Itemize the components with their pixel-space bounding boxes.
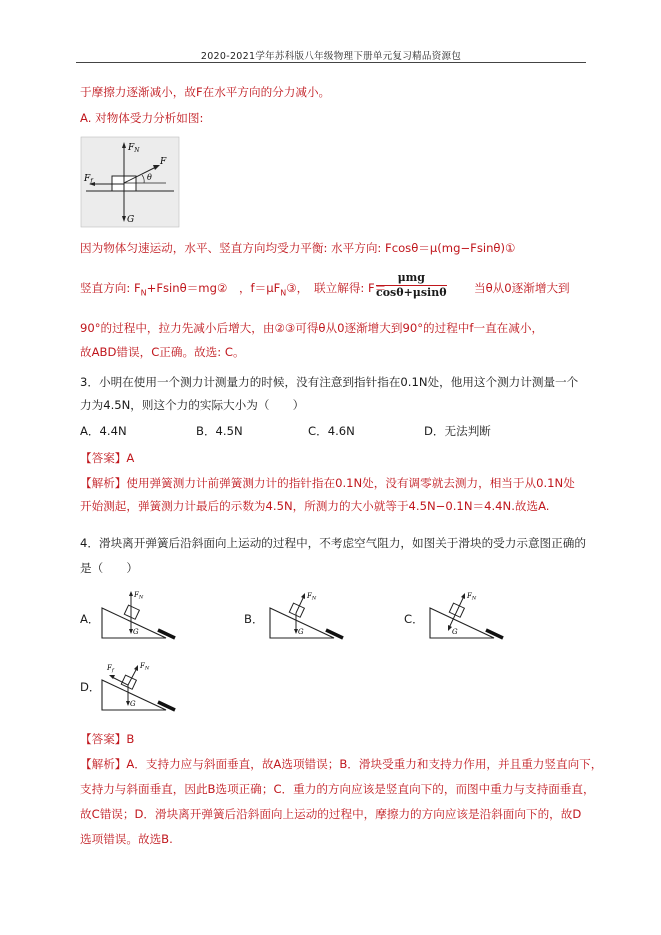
q4-stem-1: 4．滑块离开弹簧后沿斜面向上运动的过程中，不考虑空气阻力，如图关于滑块的受力示意图正确的 (80, 536, 586, 550)
solution-fraction: μmg cosθ+μsinθ (376, 271, 447, 299)
prev-line-5: 90°的过程中，拉力先减小后增大，由②③可得θ从0逐渐增大到90°的过程中f一直在减小， (80, 321, 544, 335)
q4-figure-b (266, 588, 350, 640)
svg-text:FN: $F_N$ (140, 662, 150, 672)
svg-text:G: G (133, 628, 139, 636)
q4-option-d: D． (80, 680, 101, 694)
q4-analysis-2: 支持力与斜面垂直，因此B选项正确；C．重力的方向应该是竖直向下的，而图中重力与支持面垂直， (80, 782, 595, 796)
force-analysis-figure (80, 136, 180, 228)
fig-fn-label: $F_N$ (128, 143, 140, 154)
q3-option-c: C．4.6N (308, 424, 355, 438)
q3-answer: 【答案】A (80, 451, 135, 465)
header-rule (76, 62, 586, 63)
q4-figure-c (426, 588, 510, 640)
fig-ff-label: $F_f$ (84, 174, 93, 185)
svg-text:G: G (452, 628, 458, 636)
q3-stem-1: 3．小明在使用一个测力计测量力的时候，没有注意到指针指在0.1N处，他用这个测力计测量一个 (80, 375, 579, 389)
svg-text:FN: $F_N$ (307, 592, 317, 602)
prev-line-6: 故ABD错误，C正确。故选: C。 (80, 345, 245, 359)
prev-line-1: 于摩擦力逐渐减小，故F在水平方向的分力减小。 (80, 85, 331, 99)
q4-stem-2: 是（ ） (80, 561, 138, 575)
svg-text:G: G (298, 628, 304, 636)
q3-option-b: B．4.5N (196, 424, 243, 438)
prev-line-2: A. 对物体受力分析如图: (80, 111, 204, 125)
q4-analysis-3: 故C错误；D．滑块离开弹簧后沿斜面向上运动的过程中，摩擦力的方向应该是沿斜面向下的，故D (80, 807, 582, 821)
prev-line-3: 因为物体匀速运动，水平、竖直方向均受力平衡: 水平方向: Fcosθ＝μ(mg−Fsinθ)① (80, 241, 516, 255)
q4-analysis-4: 选项错误。故选B. (80, 832, 173, 846)
q3-analysis-2: 开始测起，弹簧测力计最后的示数为4.5N，所测力的大小就等于4.5N−0.1N＝4.4N.故选A. (80, 499, 550, 513)
svg-text:Ff: $F_f$ (107, 664, 114, 674)
q4-figure-a (98, 588, 182, 640)
svg-text:FN: $F_N$ (134, 591, 144, 601)
fig-theta-label: θ (147, 173, 152, 182)
q4-analysis-1: 【解析】A．支持力应与斜面垂直，故A选项错误；B．滑块受重力和支持力作用，并且重力竖直向下， (80, 757, 603, 771)
q3-analysis-1: 【解析】使用弹簧测力计前弹簧测力计的指针指在0.1N处，没有调零就去测力，相当于从0.1N处 (80, 476, 575, 490)
q3-stem-2: 力为4.5N，则这个力的实际大小为（ ） (80, 398, 305, 412)
prev-line-4: 竖直方向: $F_N+Fsin\theta=mg②$ ，$f=\mu F_N③$， 联立解得: F＝ (80, 281, 387, 298)
page-header: 2020-2021学年苏科版八年级物理下册单元复习精品资源包 (200, 51, 462, 62)
svg-text:FN: $F_N$ (467, 592, 477, 602)
q3-option-a: A．4.4N (80, 424, 127, 438)
prev-line-4-tail: 当θ从0逐渐增大到 (474, 281, 570, 295)
fig-f-label: F (160, 157, 167, 167)
q4-figure-d (98, 656, 182, 712)
q4-option-b: B． (244, 612, 264, 626)
fig-g-label: G (127, 215, 135, 225)
q3-option-d: D．无法判断 (424, 424, 491, 438)
svg-text:G: G (130, 700, 136, 708)
q4-option-a: A． (80, 612, 100, 626)
q4-option-c: C． (404, 612, 424, 626)
q4-answer: 【答案】B (80, 732, 135, 746)
